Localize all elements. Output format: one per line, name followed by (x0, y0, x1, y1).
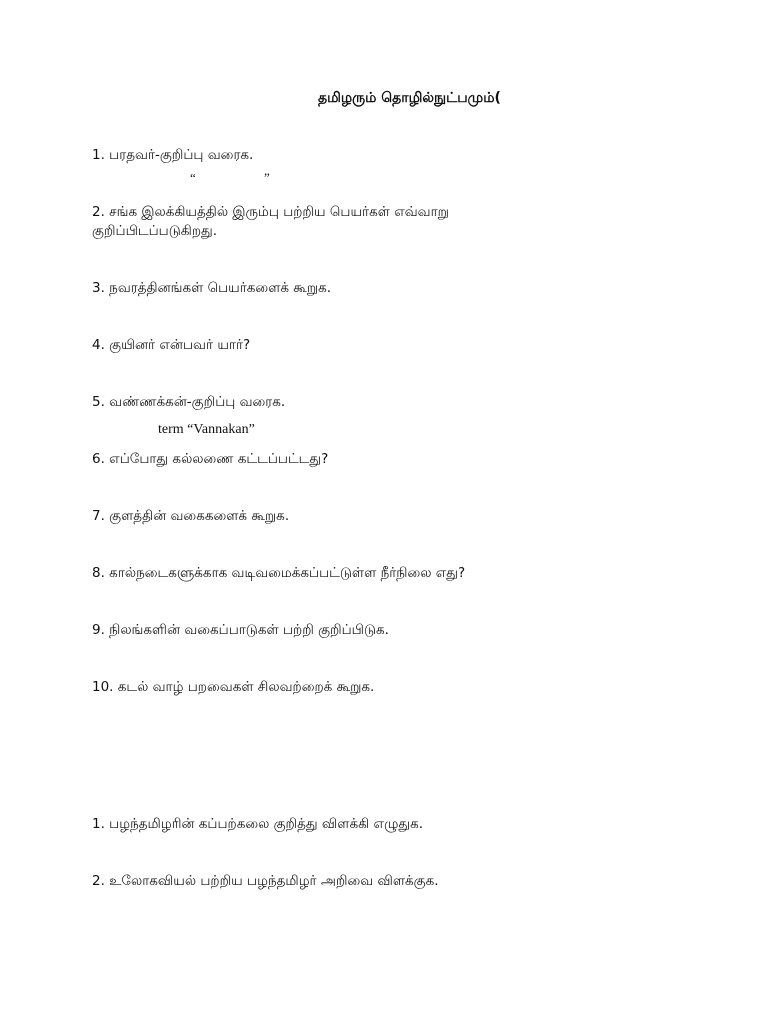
question-4: 4. குயினர் என்பவர் யார்? (92, 337, 251, 353)
long-question-1: 1. பழந்தமிழரின் கப்பற்கலை குறித்து விளக்கி எழுதுக. (92, 816, 424, 832)
question-1: 1. பரதவர்-குறிப்பு வரைக. (92, 147, 254, 163)
question-7: 7. குளத்தின் வகைகளைக் கூறுக. (92, 508, 290, 524)
long-question-2: 2. உலோகவியல் பற்றிய பழந்தமிழர் அறிவை விளக்குக. (92, 873, 439, 889)
question-2-line-1: 2. சங்க இலக்கியத்தில் இரும்பு பற்றிய பெயர்கள் எவ்வாறு (92, 204, 449, 220)
question-2-line-2: குறிப்பிடப்படுகிறது. (92, 223, 218, 239)
stray-open-quote: “ (190, 170, 196, 185)
question-8: 8. கால்நடைகளுக்காக வடிவமைக்கப்பட்டுள்ள நீர்நிலை எது? (92, 565, 466, 581)
question-5: 5. வண்ணக்கன்-குறிப்பு வரைக. (92, 394, 286, 410)
document-title: தமிழரும் தொழில்நுட்பமும்( (318, 90, 501, 106)
question-9: 9. நிலங்களின் வகைப்பாடுகள் பற்றி குறிப்பிடுக. (92, 622, 389, 638)
stray-term-note: term “Vannakan” (158, 422, 255, 437)
question-6: 6. எப்போது கல்லணை கட்டப்பட்டது? (92, 451, 329, 467)
question-3: 3. நவரத்தினங்கள் பெயர்களைக் கூறுக. (92, 280, 332, 296)
question-10: 10. கடல் வாழ் பறவைகள் சிலவற்றைக் கூறுக. (92, 679, 375, 695)
stray-close-quote: ” (264, 170, 270, 185)
